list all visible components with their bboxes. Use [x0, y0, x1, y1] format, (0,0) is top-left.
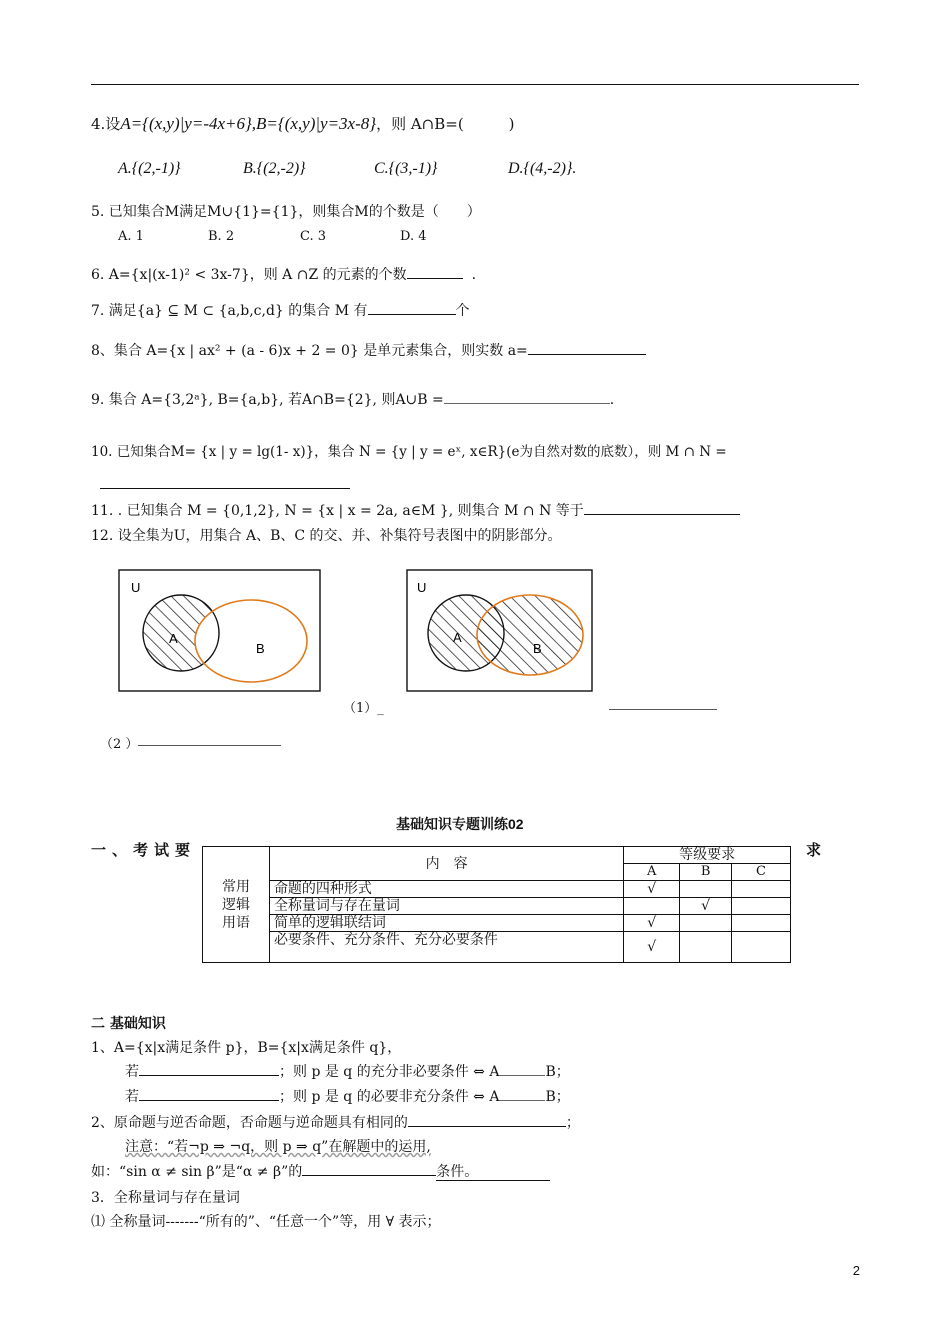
table-cell-content: 命题的四种形式	[269, 881, 623, 898]
venn-diagram-2	[406, 569, 594, 693]
venn-answer-2-label: （2 ）	[100, 737, 139, 752]
label-a: A	[453, 630, 462, 645]
question-12: 12. 设全集为U，用集合 A、B、C 的交、并、补集符号表图中的阴影部分。	[91, 528, 562, 544]
table-cell-c	[732, 881, 791, 898]
table-level-a: A	[624, 864, 680, 881]
table-cell-a	[624, 898, 680, 915]
question-4-option-d: D.{(4,-2)}.	[508, 160, 577, 177]
question-10-blank	[100, 488, 350, 489]
part1-heading: 一、考试要	[91, 841, 197, 859]
table-cell-a: √	[624, 915, 680, 932]
question-4: 4.设A={(x,y)|y=-4x+6},B={(x,y)|y=3x-8}，则 A∩B=( )	[91, 114, 515, 133]
table-cell-b	[680, 881, 732, 898]
table-cell-b	[680, 915, 732, 932]
header-rule	[91, 84, 859, 85]
part2-line-8: ⑴ 全称量词-------“所有的”、“任意一个”等，用 ∀ 表示；	[91, 1214, 441, 1230]
table-cell-c	[732, 932, 791, 963]
venn-answer-1-label: （1）_	[343, 701, 384, 716]
part2-line-4: 2、原命题与逆否命题，否命题与逆命题具有相同的 ；	[91, 1115, 580, 1131]
part1-heading-tail: 求	[806, 841, 822, 859]
part2-line-2: 若 ；则 p 是 q 的充分非必要条件 ⇔ A B；	[125, 1064, 570, 1080]
table-category: 常用逻辑用语	[203, 847, 270, 963]
question-5-option-d: D. 4	[400, 229, 427, 244]
table-cell-c	[732, 915, 791, 932]
part2-line-6: 如：“sin α ≠ sin β”是“α ≠ β”的 条件。	[91, 1161, 550, 1181]
question-10: 10. 已知集合M= {x | y = lg(1- x)}，集合 N = {y | y = eˣ, x∈R}(e为自然对数的底数），则 M ∩ N =	[91, 444, 727, 460]
question-5-option-b: B. 2	[208, 229, 235, 244]
table-cell-content: 必要条件、充分条件、充分必要条件	[269, 932, 623, 963]
question-4-option-c: C.{(3,-1)}	[374, 160, 438, 177]
question-5-option-c: C. 3	[300, 229, 327, 244]
question-5: 5. 已知集合M满足M∪{1}={1}，则集合M的个数是（ ）	[91, 204, 481, 220]
question-8: 8、集合 A={x | ax² + (a - 6)x + 2 = 0} 是单元素集合，则实数 a=	[91, 340, 646, 360]
part2-line-1: 1、A={x|x满足条件 p}，B={x|x满足条件 q}，	[91, 1040, 402, 1056]
table-level-b: B	[680, 864, 732, 881]
venn-answer-2-blank	[138, 745, 281, 746]
part2-line-5: 注意：“若¬p ⇒ ¬q，则 p ⇒ q”在解题中的运用,	[125, 1139, 431, 1155]
label-b: B	[533, 641, 542, 656]
table-cell-a: √	[624, 881, 680, 898]
label-u: U	[131, 580, 141, 595]
table-cell-content: 全称量词与存在量词	[269, 898, 623, 915]
table-content-header: 内 容	[269, 847, 623, 881]
question-9: 9. 集合 A={3,2ᵃ}, B={a,b}, 若A∩B={2}, 则A∪B = .	[91, 392, 615, 408]
table-cell-b	[680, 932, 732, 963]
question-4-option-b: B.{(2,-2)}	[243, 160, 306, 177]
label-u: U	[417, 580, 427, 595]
requirements-table	[202, 846, 791, 963]
page-number: 2	[852, 1263, 860, 1278]
table-cell-content: 简单的逻辑联结词	[269, 915, 623, 932]
table-cell-a: √	[624, 932, 680, 963]
table-level-header: 等级要求	[624, 847, 791, 864]
table-level-c: C	[732, 864, 791, 881]
venn-answer-1-blank	[609, 709, 717, 710]
part2-line-3: 若 ；则 p 是 q 的必要非充分条件 ⇔ A B；	[125, 1089, 570, 1105]
question-7: 7. 满足{a} ⊆ M ⊂ {a,b,c,d} 的集合 M 有 个	[91, 303, 470, 319]
section-title: 基础知识专题训练02	[396, 816, 524, 832]
table-cell-c	[732, 898, 791, 915]
table-cell-b: √	[680, 898, 732, 915]
venn-diagram-1	[118, 569, 322, 693]
part2-heading: 二 基础知识	[91, 1016, 166, 1032]
label-a: A	[169, 631, 178, 646]
table-row	[203, 915, 791, 932]
question-5-option-a: A. 1	[118, 229, 144, 244]
label-b: B	[256, 641, 265, 656]
table-row	[203, 881, 791, 898]
table-row	[203, 898, 791, 915]
question-11: 11. . 已知集合 M = {0,1,2}, N = {x | x = 2a, a∈M }, 则集合 M ∩ N 等于	[91, 500, 740, 520]
question-4-option-a: A.{(2,-1)}	[118, 160, 181, 177]
table-row	[203, 932, 791, 963]
question-6: 6. A={x|(x-1)² < 3x-7}，则 A ∩Z 的元素的个数 .	[91, 267, 477, 283]
part2-line-7: 3．全称量词与存在量词	[91, 1190, 240, 1206]
